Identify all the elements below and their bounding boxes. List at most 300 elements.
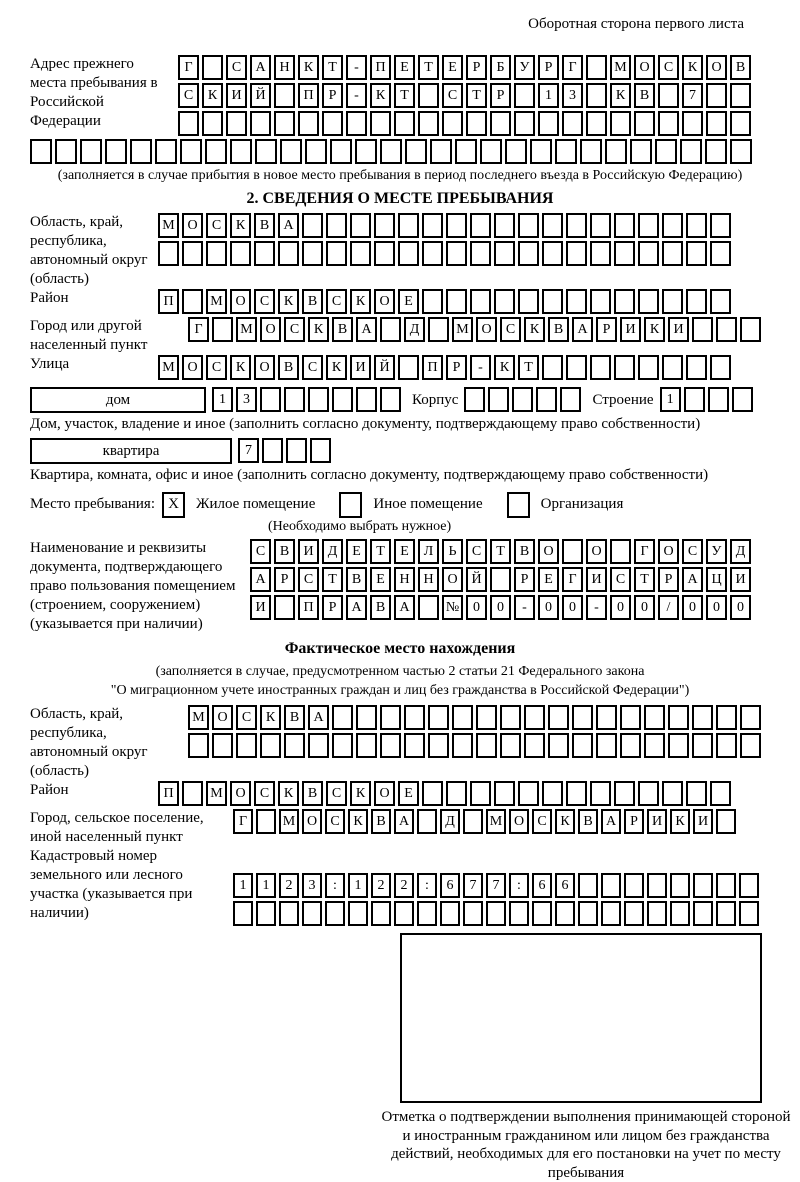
confirmation-caption: Отметка о подтверждении выполнения принимающей стороной и иностранным гражданином или лицом без гражданства действий, необходимых для его постановки на учет по месту пребывания — [381, 1109, 791, 1181]
char-cell — [206, 241, 227, 266]
char-cell — [730, 111, 751, 136]
char-cell — [322, 111, 343, 136]
char-cell — [55, 139, 77, 164]
char-cell: П — [298, 595, 319, 620]
char-cell — [686, 289, 707, 314]
char-cell: 1 — [233, 873, 253, 898]
char-cell — [422, 289, 443, 314]
char-cell — [662, 355, 683, 380]
char-cell — [686, 213, 707, 238]
char-cell — [260, 733, 281, 758]
apartment-cells — [238, 438, 334, 463]
char-cell — [590, 355, 611, 380]
char-cell: 0 — [682, 595, 703, 620]
char-cell — [716, 733, 737, 758]
char-cell: Р — [490, 83, 511, 108]
char-cell: Д — [322, 539, 343, 564]
char-cell: И — [226, 83, 247, 108]
char-cell — [308, 387, 329, 412]
char-cell: К — [350, 289, 371, 314]
char-cell: С — [250, 539, 271, 564]
char-cell: О — [182, 355, 203, 380]
region-rows — [158, 213, 770, 269]
char-cell — [274, 83, 295, 108]
char-cell — [680, 139, 702, 164]
char-cell — [509, 901, 529, 926]
char-cell: К — [682, 55, 703, 80]
region-row-2 — [158, 241, 770, 269]
char-cell — [638, 289, 659, 314]
char-cell — [644, 733, 665, 758]
char-cell: О — [230, 781, 251, 806]
char-cell: Р — [322, 595, 343, 620]
char-cell — [693, 873, 713, 898]
char-cell: Й — [374, 355, 395, 380]
char-cell: И — [668, 317, 689, 342]
char-cell — [236, 733, 257, 758]
char-cell: № — [442, 595, 463, 620]
char-cell — [212, 317, 233, 342]
char-cell — [371, 901, 391, 926]
char-cell — [596, 733, 617, 758]
char-cell: 0 — [634, 595, 655, 620]
char-cell: О — [230, 289, 251, 314]
char-cell: В — [254, 213, 275, 238]
char-cell — [542, 355, 563, 380]
char-cell: 0 — [610, 595, 631, 620]
char-cell: 3 — [236, 387, 257, 412]
char-cell — [374, 213, 395, 238]
char-cell: У — [514, 55, 535, 80]
char-cell — [542, 289, 563, 314]
char-cell — [274, 111, 295, 136]
char-cell — [590, 213, 611, 238]
char-cell: К — [555, 809, 575, 834]
char-cell: С — [302, 355, 323, 380]
char-cell: С — [226, 55, 247, 80]
char-cell: - — [514, 595, 535, 620]
char-cell: Г — [178, 55, 199, 80]
char-cell — [332, 733, 353, 758]
prev-address-row-1 — [178, 55, 770, 83]
char-cell — [466, 111, 487, 136]
char-cell: Й — [250, 83, 271, 108]
char-cell: Е — [394, 539, 415, 564]
char-cell — [716, 705, 737, 730]
char-cell: М — [206, 289, 227, 314]
char-cell — [638, 781, 659, 806]
document-row-1 — [250, 539, 770, 567]
char-cell — [394, 901, 414, 926]
char-cell — [518, 289, 539, 314]
char-cell — [188, 733, 209, 758]
char-cell — [662, 213, 683, 238]
char-cell — [155, 139, 177, 164]
char-cell: О — [260, 317, 281, 342]
char-cell: П — [370, 55, 391, 80]
char-cell — [708, 387, 729, 412]
char-cell — [476, 733, 497, 758]
char-cell: В — [284, 705, 305, 730]
char-cell: А — [278, 213, 299, 238]
char-cell: А — [394, 595, 415, 620]
char-cell: - — [346, 55, 367, 80]
char-cell — [212, 733, 233, 758]
char-cell — [670, 873, 690, 898]
char-cell: О — [302, 809, 322, 834]
char-cell — [555, 901, 575, 926]
char-cell: М — [188, 705, 209, 730]
char-cell: Н — [394, 567, 415, 592]
char-cell — [284, 387, 305, 412]
char-cell: Т — [518, 355, 539, 380]
char-cell — [422, 213, 443, 238]
char-cell — [668, 733, 689, 758]
char-cell — [417, 809, 437, 834]
char-cell — [298, 111, 319, 136]
char-cell — [374, 241, 395, 266]
char-cell: М — [279, 809, 299, 834]
char-cell: С — [466, 539, 487, 564]
actual-district-field — [30, 781, 770, 809]
char-cell — [380, 705, 401, 730]
char-cell: В — [274, 539, 295, 564]
char-cell: Т — [490, 539, 511, 564]
char-cell: А — [250, 567, 271, 592]
char-cell: М — [158, 213, 179, 238]
char-cell: Т — [466, 83, 487, 108]
char-cell — [380, 733, 401, 758]
char-cell — [332, 705, 353, 730]
char-cell — [348, 901, 368, 926]
char-cell: И — [620, 317, 641, 342]
char-cell — [180, 139, 202, 164]
char-cell: В — [332, 317, 353, 342]
char-cell — [182, 289, 203, 314]
char-cell: С — [610, 567, 631, 592]
char-cell: 1 — [256, 873, 276, 898]
char-cell: К — [670, 809, 690, 834]
char-cell: А — [394, 809, 414, 834]
char-cell: С — [254, 781, 275, 806]
char-cell — [230, 241, 251, 266]
char-cell — [446, 213, 467, 238]
cadastral-row-2 — [233, 901, 770, 929]
char-cell — [705, 139, 727, 164]
char-cell: О — [509, 809, 529, 834]
section2-title: 2. СВЕДЕНИЯ О МЕСТЕ ПРЕБЫВАНИЯ — [246, 190, 554, 207]
char-cell — [601, 873, 621, 898]
char-cell — [302, 213, 323, 238]
char-cell: В — [548, 317, 569, 342]
char-cell — [662, 781, 683, 806]
char-cell — [428, 733, 449, 758]
char-cell: 3 — [302, 873, 322, 898]
house-row — [30, 387, 770, 415]
char-cell: К — [326, 355, 347, 380]
char-cell — [80, 139, 102, 164]
char-cell: Б — [490, 55, 511, 80]
char-cell: О — [658, 539, 679, 564]
char-cell — [404, 705, 425, 730]
char-cell — [202, 111, 223, 136]
char-cell: К — [202, 83, 223, 108]
char-cell: С — [284, 317, 305, 342]
street-field — [30, 355, 770, 383]
char-cell — [668, 705, 689, 730]
char-cell — [670, 901, 690, 926]
char-cell: С — [500, 317, 521, 342]
char-cell: А — [572, 317, 593, 342]
char-cell — [226, 111, 247, 136]
char-cell: 3 — [562, 83, 583, 108]
char-cell — [620, 705, 641, 730]
char-cell — [614, 289, 635, 314]
char-cell — [470, 213, 491, 238]
char-cell — [566, 213, 587, 238]
char-cell — [256, 809, 276, 834]
char-cell: 0 — [490, 595, 511, 620]
char-cell — [655, 139, 677, 164]
char-cell — [256, 901, 276, 926]
char-cell: О — [442, 567, 463, 592]
char-cell: П — [158, 781, 179, 806]
char-cell: 7 — [463, 873, 483, 898]
char-cell: Л — [418, 539, 439, 564]
actual-location-note-2: "О миграционном учете иностранных граждан и лиц без гражданства в Российской Федерации") — [110, 683, 690, 698]
char-cell: В — [514, 539, 535, 564]
char-cell — [562, 539, 583, 564]
actual-region-label: Область, край, республика, автономный округ (область) — [30, 706, 148, 779]
char-cell: К — [370, 83, 391, 108]
char-cell: 7 — [238, 438, 259, 463]
char-cell — [644, 705, 665, 730]
char-cell — [130, 139, 152, 164]
char-cell: А — [250, 55, 271, 80]
char-cell — [274, 595, 295, 620]
char-cell — [614, 241, 635, 266]
char-cell: : — [417, 873, 437, 898]
district-label: Район — [30, 290, 69, 306]
char-cell — [542, 213, 563, 238]
char-cell: А — [308, 705, 329, 730]
korpus-label: Корпус — [412, 392, 459, 408]
char-cell — [182, 241, 203, 266]
char-cell: 2 — [279, 873, 299, 898]
char-cell: О — [374, 781, 395, 806]
char-cell — [356, 387, 377, 412]
char-cell — [398, 355, 419, 380]
char-cell — [662, 289, 683, 314]
cadastral-row-1 — [233, 873, 770, 901]
apartment-type-box: квартира — [30, 438, 232, 464]
char-cell: Е — [442, 55, 463, 80]
char-cell — [566, 355, 587, 380]
char-cell — [739, 901, 759, 926]
char-cell: В — [634, 83, 655, 108]
char-cell: Д — [440, 809, 460, 834]
char-cell — [693, 901, 713, 926]
char-cell: П — [422, 355, 443, 380]
char-cell — [538, 111, 559, 136]
char-cell: В — [302, 781, 323, 806]
char-cell: С — [325, 809, 345, 834]
char-cell: Е — [370, 567, 391, 592]
other-premises-checkbox — [339, 492, 362, 518]
char-cell: М — [486, 809, 506, 834]
actual-location-note-1: (заполняется в случае, предусмотренном частью 2 статьи 21 Федерального закона — [155, 664, 645, 679]
char-cell — [326, 241, 347, 266]
house-number-cells — [212, 387, 404, 412]
char-cell: С — [532, 809, 552, 834]
char-cell — [380, 317, 401, 342]
char-cell — [418, 111, 439, 136]
char-cell — [548, 733, 569, 758]
char-cell: 1 — [538, 83, 559, 108]
char-cell: - — [346, 83, 367, 108]
char-cell: А — [682, 567, 703, 592]
char-cell — [446, 781, 467, 806]
region-row-1 — [158, 213, 770, 241]
char-cell — [422, 241, 443, 266]
char-cell: К — [524, 317, 545, 342]
char-cell — [514, 83, 535, 108]
char-cell — [280, 139, 302, 164]
char-cell — [394, 111, 415, 136]
char-cell — [500, 733, 521, 758]
char-cell: А — [356, 317, 377, 342]
char-cell — [494, 213, 515, 238]
char-cell — [524, 733, 545, 758]
char-cell — [710, 213, 731, 238]
char-cell: Н — [274, 55, 295, 80]
char-cell: : — [509, 873, 529, 898]
char-cell: В — [578, 809, 598, 834]
char-cell — [716, 809, 736, 834]
other-premises-label: Иное помещение — [373, 496, 483, 512]
char-cell: Ц — [706, 567, 727, 592]
prev-address-row-3 — [178, 111, 770, 139]
char-cell — [480, 139, 502, 164]
char-cell — [417, 901, 437, 926]
char-cell: 7 — [486, 873, 506, 898]
char-cell: Г — [233, 809, 253, 834]
char-cell — [578, 873, 598, 898]
char-cell: Е — [398, 781, 419, 806]
char-cell — [446, 241, 467, 266]
char-cell — [405, 139, 427, 164]
char-cell: К — [350, 781, 371, 806]
char-cell: С — [326, 289, 347, 314]
char-cell — [710, 289, 731, 314]
char-cell: С — [442, 83, 463, 108]
char-cell: Т — [370, 539, 391, 564]
char-cell — [548, 705, 569, 730]
char-cell: Г — [634, 539, 655, 564]
city-field — [30, 317, 770, 355]
char-cell — [494, 241, 515, 266]
char-cell — [404, 733, 425, 758]
char-cell — [590, 241, 611, 266]
char-cell: Т — [322, 55, 343, 80]
char-cell: В — [346, 567, 367, 592]
char-cell — [463, 901, 483, 926]
char-cell — [686, 355, 707, 380]
char-cell: В — [730, 55, 751, 80]
char-cell: И — [298, 539, 319, 564]
char-cell — [310, 438, 331, 463]
char-cell — [355, 139, 377, 164]
char-cell: К — [308, 317, 329, 342]
char-cell — [350, 241, 371, 266]
char-cell — [730, 83, 751, 108]
char-cell: О — [538, 539, 559, 564]
char-cell — [205, 139, 227, 164]
char-cell — [255, 139, 277, 164]
char-cell — [542, 781, 563, 806]
actual-region-field — [30, 705, 770, 781]
char-cell: Г — [562, 55, 583, 80]
char-cell — [500, 705, 521, 730]
char-cell: К — [494, 355, 515, 380]
char-cell — [455, 139, 477, 164]
char-cell — [658, 111, 679, 136]
char-cell — [518, 241, 539, 266]
char-cell: О — [182, 213, 203, 238]
char-cell: 6 — [440, 873, 460, 898]
city-row — [188, 317, 770, 345]
char-cell — [398, 213, 419, 238]
char-cell — [630, 139, 652, 164]
char-cell — [470, 289, 491, 314]
char-cell — [610, 111, 631, 136]
char-cell — [494, 781, 515, 806]
house-note: Дом, участок, владение и иное (заполнить согласно документу, подтверждающему право собственности) — [30, 416, 701, 432]
char-cell — [542, 241, 563, 266]
district-field — [30, 289, 770, 317]
residential-label: Жилое помещение — [196, 496, 316, 512]
char-cell: Р — [538, 55, 559, 80]
char-cell — [590, 289, 611, 314]
char-cell: П — [298, 83, 319, 108]
char-cell — [684, 387, 705, 412]
char-cell — [428, 317, 449, 342]
char-cell: 0 — [706, 595, 727, 620]
char-cell: Е — [394, 55, 415, 80]
char-cell — [590, 781, 611, 806]
char-cell: О — [586, 539, 607, 564]
char-cell — [494, 289, 515, 314]
char-cell — [356, 733, 377, 758]
char-cell — [428, 705, 449, 730]
char-cell — [706, 111, 727, 136]
char-cell: Д — [404, 317, 425, 342]
char-cell — [302, 241, 323, 266]
char-cell — [586, 111, 607, 136]
char-cell — [302, 901, 322, 926]
char-cell: О — [254, 355, 275, 380]
char-cell: Е — [398, 289, 419, 314]
char-cell — [662, 241, 683, 266]
char-cell: Д — [730, 539, 751, 564]
document-row-3 — [250, 595, 770, 623]
cadastral-rows — [233, 873, 770, 929]
char-cell: К — [298, 55, 319, 80]
char-cell: Р — [446, 355, 467, 380]
char-cell — [505, 139, 527, 164]
place-type-note: (Необходимо выбрать нужное) — [268, 519, 452, 534]
char-cell: М — [452, 317, 473, 342]
